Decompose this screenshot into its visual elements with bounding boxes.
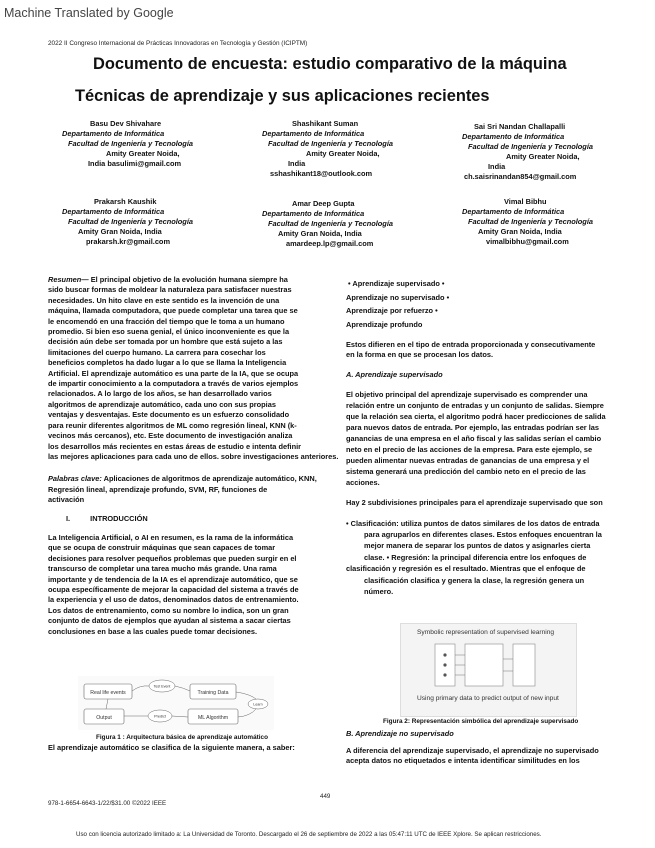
author-faculty: Facultad de Ingeniería y Tecnología	[68, 139, 193, 148]
author-name: Shashikant Suman	[292, 119, 359, 128]
abstract-line: sido buscar formas de moldear la naturaleza para satisfacer nuestras	[48, 285, 292, 295]
output-box	[513, 644, 535, 686]
abstract-line: vecinos más cercanos), etc. Este documento de investigación analiza	[48, 431, 293, 441]
intro-line: que se ocupa de construir máquinas que sean capaces de tomar	[48, 543, 276, 553]
abstract-line: le encomendó en una fracción del tiempo que le toma a un humano	[48, 316, 285, 326]
paragraph-line: A diferencia del aprendizaje supervisado, el aprendizaje no supervisado	[346, 746, 599, 755]
author-faculty: Facultad de Ingeniería y Tecnología	[468, 217, 593, 226]
subdivisions-intro: Hay 2 subdivisiones principales para el aprendizaje supervisado que son	[346, 498, 603, 508]
author-dept: Departamento de Informática	[62, 129, 165, 138]
bullet-line: para agruparlos en diferentes clases. Estos enfoques encuentran la	[364, 530, 602, 540]
author-dept: Departamento de Informática	[462, 207, 565, 216]
abstract-line: decisión aún debe ser tomada por un hombre que está sujeto a las	[48, 337, 283, 347]
page-number: 449	[320, 793, 331, 800]
fig1-label-real: Real life events	[90, 690, 126, 696]
intro-line: importante y de tendencia de la IA es el aprendizaje automático, que se	[48, 574, 298, 584]
author-dept: Departamento de Informática	[462, 132, 565, 141]
subdivisions-bullets	[346, 518, 616, 598]
abstract-line: El principal objetivo de la evolución humana siempre ha	[88, 275, 288, 284]
author-block-1	[62, 119, 193, 169]
bullet-line: • Clasificación: utiliza puntos de datos similares de los datos de entrada	[346, 518, 600, 528]
intro-line: la experiencia y el uso de datos, denominados datos de entrenamiento.	[48, 595, 299, 605]
section-heading-unsupervised: B. Aprendizaje no supervisado	[346, 729, 454, 738]
author-block-5	[262, 199, 393, 249]
paper-title-line1: Documento de encuesta: estudio comparativo de la máquina	[93, 55, 567, 73]
conference-header: 2022 II Congreso Internacional de Prácticas Innovadoras en Tecnología y Gestión (ICIPTM)	[48, 40, 308, 47]
author-city: Amity Gran Noida, India	[278, 229, 362, 238]
author-block-6	[462, 197, 593, 247]
paragraph-line: acciones.	[346, 478, 380, 488]
keywords	[48, 474, 348, 505]
fig2-title: Symbolic representation of supervised learning	[417, 629, 555, 636]
paragraph-line: El objetivo principal del aprendizaje supervisado es comprender una	[346, 390, 588, 400]
author-faculty: Facultad de Ingeniería y Tecnología	[268, 219, 393, 228]
keywords-line: activación	[48, 495, 85, 505]
bullet-line: clasificación y regresión es el resultado. Mientras que el enfoque de	[346, 564, 586, 574]
paragraph-line: neto en el precio de las acciones de la empresa. Para este ejemplo, se	[346, 445, 593, 455]
fig1-label-predict: Predict	[154, 714, 166, 719]
bullet-line: mejor manera de separar los puntos de datos y asignarles cierta	[364, 541, 591, 551]
abstract-line: para reunir diferentes algoritmos de ML como regresión lineal, KNN (k-	[48, 420, 297, 430]
section-title: INTRODUCCIÓN	[90, 513, 148, 523]
paragraph-line: acepta datos no etiquetados e intenta identificar similitudes en los	[346, 756, 580, 766]
right-column	[346, 277, 616, 597]
figure-1-diagram	[78, 676, 274, 730]
keywords-label: Palabras clave:	[48, 474, 102, 484]
ml-type-item: Aprendizaje no supervisado •	[346, 292, 450, 302]
intro-paragraph	[48, 533, 348, 637]
figure-1-caption: Figura 1 : Arquitectura básica de aprendizaje automático	[96, 734, 268, 741]
isbn-line: 978-1-6654-6643-1/22/$31.00 ©2022 IEEE	[48, 800, 167, 807]
abstract-line: necesidades. Un hito clave en este sentido es la invención de una	[48, 295, 280, 305]
author-city: Amity Gran Noida, India	[478, 227, 562, 236]
bullet-line: número.	[364, 587, 394, 597]
fig2-subtitle: Using primary data to predict output of new input	[417, 695, 559, 702]
intro-line: conjunto de datos de ejemplos que ayudan al sistema a sacar ciertas	[48, 616, 291, 626]
section-heading-supervised: A. Aprendizaje supervisado	[346, 369, 443, 379]
after-figure-text: El aprendizaje automático se clasifica de la siguiente manera, a saber:	[48, 743, 295, 752]
paper-title-line2: Técnicas de aprendizaje y sus aplicaciones recientes	[75, 87, 490, 105]
machine-translated-banner: Machine Translated by Google	[4, 6, 174, 20]
author-city: Amity Greater Noida,	[506, 152, 580, 161]
author-email: amardeep.lp@gmail.com	[286, 239, 374, 248]
license-line: Uso con licencia autorizado limitado a: La Universidad de Toronto. Descargado el 26 de septiembre de 2022 a las 05:47:11 UTC de IEEE Xplore. Se aplican restricciones.	[76, 831, 542, 838]
author-block-4	[62, 197, 193, 247]
types-paragraph	[346, 340, 616, 361]
intro-line: Los datos de entrenamiento, como su nombre lo indica, son un gran	[48, 605, 289, 615]
author-dept: Departamento de Informática	[262, 129, 365, 138]
paragraph-line: ganancias de una empresa en el año fiscal y las salidas serían el cambio	[346, 434, 602, 444]
paragraph-line: Estos difieren en el tipo de entrada proporcionada y consecutivamente	[346, 340, 596, 349]
author-dept: Departamento de Informática	[262, 209, 365, 218]
author-dept: Departamento de Informática	[62, 207, 165, 216]
mapping-box	[465, 644, 503, 686]
figure-2-diagram	[400, 623, 577, 717]
author-name: Prakarsh Kaushik	[94, 197, 157, 206]
author-block-3	[462, 122, 593, 182]
abstract-line: las mejores aplicaciones para cada uno de ellos. sobre investigaciones anteriores.	[48, 451, 339, 461]
paragraph-line: para nuevos datos de entrada. Por ejemplo, las entradas podrían ser las	[346, 423, 600, 433]
section-number: I.	[66, 513, 71, 523]
ml-type-item: Aprendizaje por refuerzo •	[346, 306, 438, 315]
author-email: basulimi@gmail.com	[107, 159, 182, 168]
author-email: prakarsh.kr@gmail.com	[86, 237, 171, 246]
abstract-line: limitaciones del cuerpo humano. La carrera para cosechar los	[48, 347, 266, 357]
author-email: vimalbibhu@gmail.com	[486, 237, 569, 246]
left-column	[48, 275, 348, 637]
ml-type-item: • Aprendizaje supervisado •	[348, 279, 445, 288]
paragraph-line: que la relación sea cierta, el algoritmo podrá hacer predicciones de salida	[346, 412, 606, 422]
supervised-paragraph	[346, 389, 616, 488]
paragraph-line: en la forma en que se procesan los datos.	[346, 350, 494, 360]
paragraph-line: sistema generará una predicción del cambio neto en el precio de las	[346, 467, 586, 477]
author-name: Basu Dev Shivahare	[90, 119, 162, 128]
bullet-line: clasificación clasifica y genera la clase, la regresión genera un	[364, 575, 585, 585]
author-extra: India	[88, 159, 106, 168]
abstract-line: los desarrollos más recientes en estas áreas de estudio e intenta definir	[48, 441, 302, 451]
abstract-line: Artificial. El aprendizaje automático es una parte de la IA, que se ocupa	[48, 368, 299, 378]
abstract-line: beneficios completos ha dado lugar a lo que se llama la Inteligencia	[48, 358, 287, 368]
abstract-label: Resumen—	[48, 275, 89, 284]
fig1-label-test: Test Event	[153, 684, 171, 689]
data-point	[443, 653, 446, 656]
author-name: Amar Deep Gupta	[292, 199, 355, 208]
abstract	[48, 275, 348, 462]
intro-line: conclusiones en base a las cuales puede tomar decisiones.	[48, 626, 258, 636]
keywords-line: Aplicaciones de algoritmos de aprendizaje automático, KNN,	[101, 474, 317, 484]
author-city: Amity Greater Noida,	[306, 149, 380, 158]
intro-line: transcurso de completar una tarea mucho más grande. Una rama	[48, 564, 277, 574]
author-name: Sai Sri Nandan Challapalli	[474, 122, 566, 131]
author-faculty: Facultad de Ingeniería y Tecnología	[468, 142, 593, 151]
figure-2-caption: Figura 2: Representación simbólica del aprendizaje supervisado	[383, 718, 579, 725]
keywords-line: Regresión lineal, aprendizaje profundo, SVM, RF, funciones de	[48, 484, 268, 494]
data-point	[443, 663, 446, 666]
fig1-label-learn: Learn	[253, 702, 263, 707]
intro-line: ocupa específicamente de mejorar la capacidad del sistema a través de	[48, 584, 299, 594]
author-block-2	[262, 119, 393, 179]
data-point	[443, 673, 446, 676]
author-email: sshashikant18@outlook.com	[270, 169, 373, 178]
abstract-line: máquina, llamada computadora, que puede completar una tarea que se	[48, 306, 298, 316]
abstract-line: relacionados. A lo largo de los años, se han desarrollado varios	[48, 389, 272, 399]
author-name: Vimal Bibhu	[504, 197, 547, 206]
author-city: Amity Gran Noida, India	[78, 227, 162, 236]
fig1-label-training: Training Data	[197, 690, 229, 696]
ml-type-list	[346, 277, 616, 331]
paragraph-line: pueden alimentar nuevas entradas de ganancias de una empresa y el	[346, 456, 590, 466]
abstract-line: ventajas y desventajas. Este documento es un esfuerzo consolidado	[48, 410, 290, 420]
intro-line: La Inteligencia Artificial, o AI en resumen, es la rama de la informática	[48, 532, 294, 542]
author-faculty: Facultad de Ingeniería y Tecnología	[268, 139, 393, 148]
fig1-label-output: Output	[96, 715, 112, 721]
intro-line: decisiones para resolver pequeños problemas que pueden surgir en el	[48, 553, 297, 563]
abstract-line: algoritmos de aprendizaje automático, cada uno con sus propias	[48, 399, 276, 409]
author-faculty: Facultad de Ingeniería y Tecnología	[68, 217, 193, 226]
paragraph-line: relación entre un conjunto de entradas y un conjunto de salidas. Siempre	[346, 401, 604, 411]
ml-type-item: Aprendizaje profundo	[346, 319, 423, 329]
abstract-line: promedio. Si bien eso suena genial, el único inconveniente es que la	[48, 327, 290, 337]
author-extra: India	[288, 159, 306, 168]
section-heading-intro	[48, 514, 348, 524]
author-city: Amity Greater Noida,	[106, 149, 180, 158]
abstract-line: de impartir conocimiento a la computadora a través de varios ejemplos	[48, 379, 299, 389]
bullet-line: clase. • Regresión: la principal diferencia entre los enfoques de	[364, 552, 587, 562]
fig1-label-ml: ML Algorithm	[197, 715, 229, 721]
author-extra: India	[488, 162, 506, 171]
unsupervised-paragraph	[346, 746, 616, 767]
author-email: ch.saisrinandan854@gmail.com	[464, 172, 577, 181]
